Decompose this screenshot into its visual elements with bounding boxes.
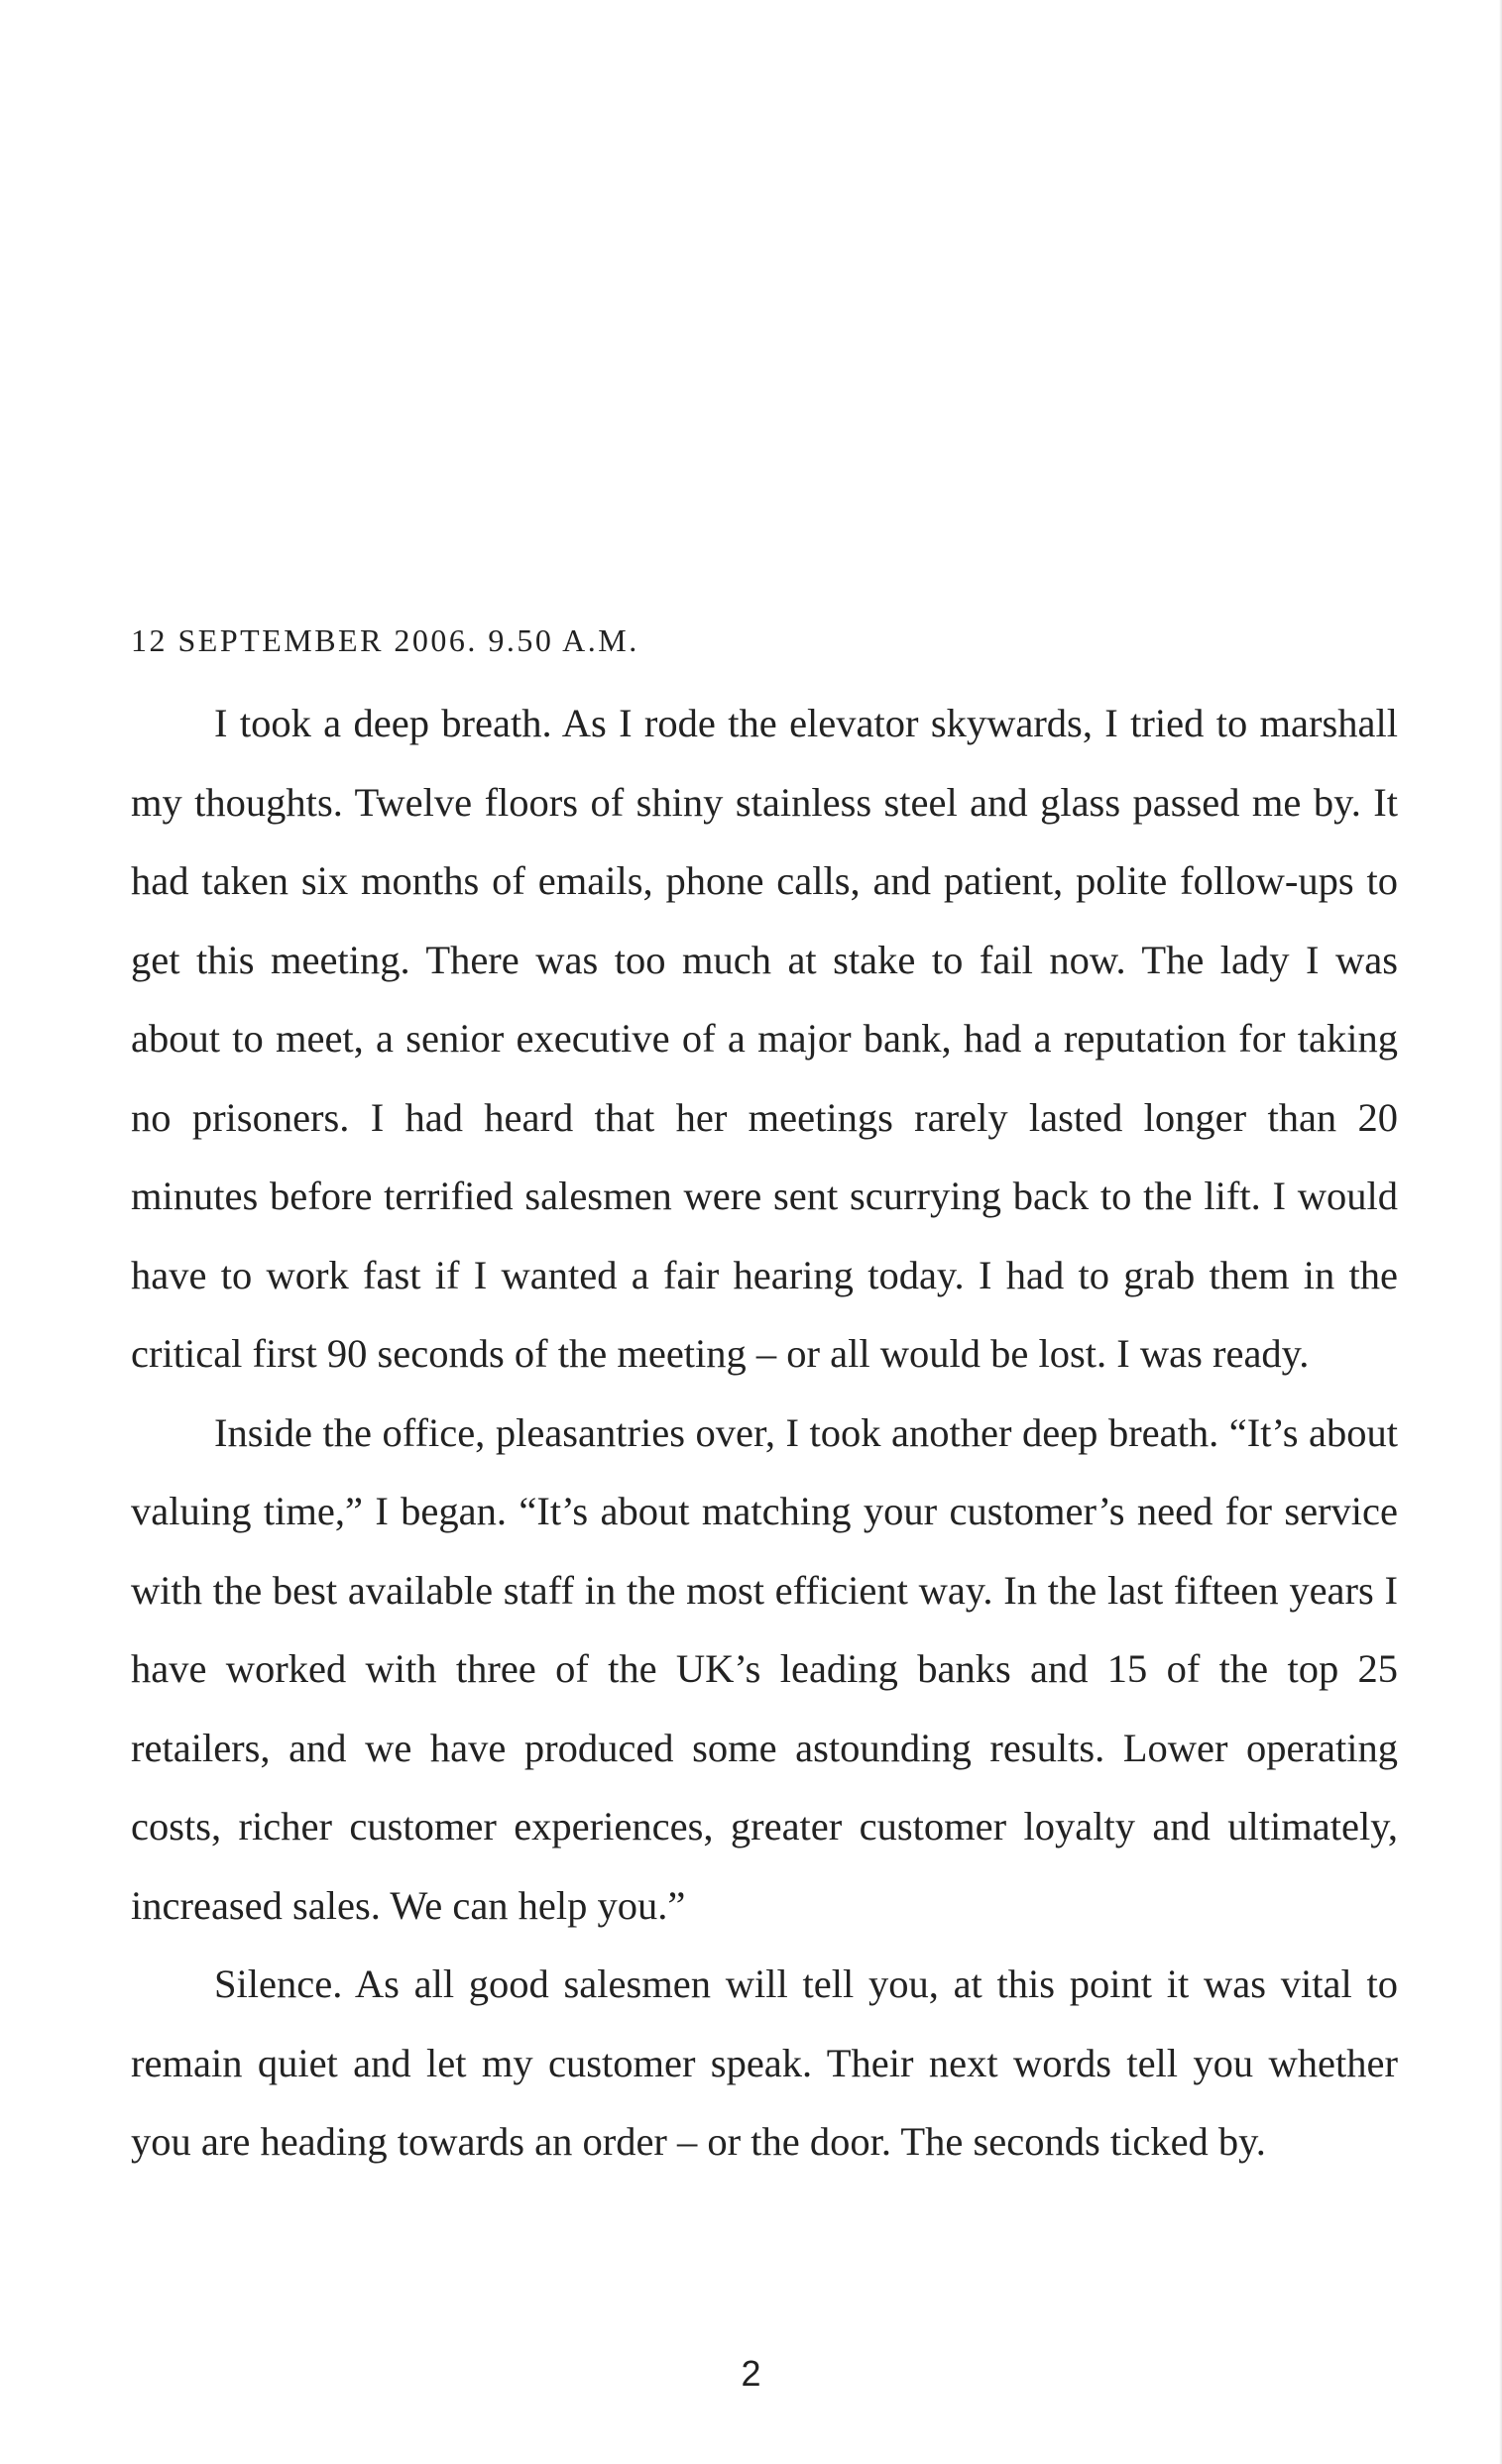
- page-number: 2: [741, 2353, 761, 2394]
- section-heading: 12 SEPTEMBER 2006. 9.50 A.M.: [131, 622, 639, 658]
- body-text: [131, 684, 1398, 2182]
- paragraph: I took a deep breath. As I rode the elevator skywards, I tried to marshall my thoughts. Twelve floors of shiny stainless steel and glass passed me by. It had taken six months of emails, phone calls, and patient, polite follow-ups to get this meeting. There was too much at stake to fail now. The lady I was about to meet, a senior executive of a major bank, had a reputation for taking no prisoners. I had heard that her meetings rarely lasted longer than 20 minutes before terrified salesmen were sent scurrying back to the lift. I would have to work fast if I wanted a fair hearing today. I had to grab them in the critical first 90 seconds of the meeting – or all would be lost. I was ready.: [131, 701, 1398, 1376]
- paragraph: Silence. As all good salesmen will tell you, at this point it was vital to remain quiet and let my customer speak. Their next words tell you whether you are heading towards an order – or the door. The seconds ticked by.: [131, 1961, 1398, 2164]
- paragraph: Inside the office, pleasantries over, I took another deep breath. “It’s about valuing time,” I began. “It’s about matching your customer’s need for service with the best available staff in the most efficient way. In the last fifteen years I have worked with three of the UK’s leading banks and 15 of the top 25 retailers, and we have produced some astounding results. Lower operating costs, richer customer experiences, greater customer loyalty and ultimately, increased sales. We can help you.”: [131, 1409, 1398, 1928]
